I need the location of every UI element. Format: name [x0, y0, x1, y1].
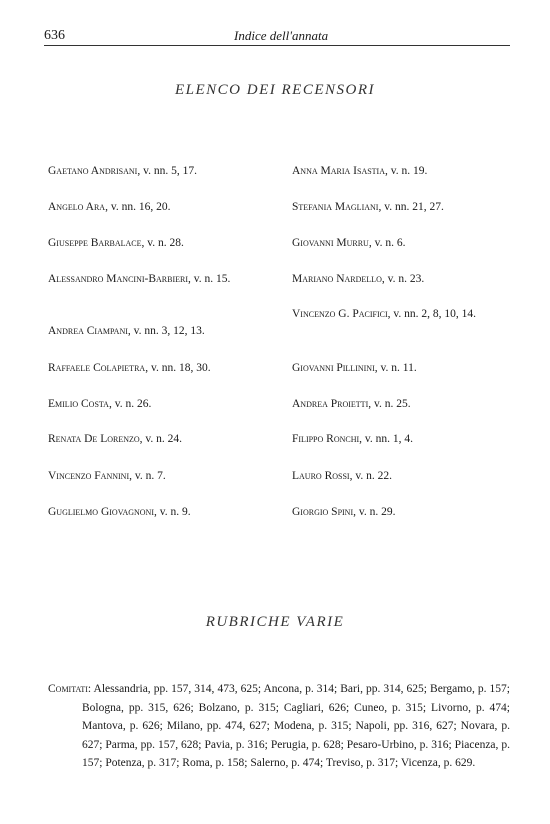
reviewer-name: Renata De Lorenzo — [48, 433, 140, 445]
reviewer-entry — [292, 505, 514, 520]
reviewer-entry — [48, 272, 278, 287]
reviewer-ref: , v. nn. 18, 30. — [145, 362, 211, 374]
rubrics-section-title: RUBRICHE VARIE — [205, 614, 345, 630]
reviewer-name: Lauro Rossi — [292, 470, 350, 482]
reviewer-ref: , v. n. 23. — [381, 273, 425, 285]
reviewer-ref: , v. n. 24. — [139, 433, 183, 445]
reviewer-name: Emilio Costa — [48, 398, 109, 410]
reviewer-name: Giovanni Murru — [292, 237, 369, 249]
reviewer-name: Andrea Ciampani — [48, 325, 128, 337]
reviewer-entry — [292, 361, 514, 376]
reviewer-entry — [48, 236, 278, 251]
reviewer-ref: , v. nn. 21, 27. — [378, 201, 444, 213]
reviewer-name: Vincenzo Fannini — [48, 470, 130, 482]
reviewer-name: Giovanni Pillinini — [292, 362, 375, 374]
reviewer-entry — [292, 272, 514, 287]
reviewer-name: Stefania Magliani — [292, 201, 379, 213]
reviewer-name: Angelo Ara — [48, 201, 106, 213]
reviewer-name: Vincenzo G. Pacifici — [292, 308, 388, 320]
reviewer-ref: , v. nn. 2, 8, 10, 14. — [387, 308, 477, 320]
committees-label: Comitati: — [48, 683, 92, 695]
reviewer-name: Filippo Ronchi — [292, 433, 360, 445]
reviewer-ref: , v. n. 9. — [154, 506, 191, 518]
committees-list: Alessandria, pp. 157, 314, 473, 625; Ancona, p. 314; Bari, pp. 314, 625; Bergamo, p. 157; Bologna, pp. 315, 626; Bolzano, p. 315; Cagliari, 626; Cuneo, p. 315; Livorno, p. 474; Mantova, p. 626; Milano, pp. 474, 627; Modena, p. 315; Napoli, pp. 316, 627; Novara, p. 627; Parma, pp. 157, 628; Pavia, p. 316; Perugia, p. 628; Pesaro-Urbino, p. 316; Piacenza, p. 157; Potenza, p. 317; Roma, p. 158; Salerno, p. 474; Treviso, p. 317; Vicenza, p. 629. — [82, 683, 510, 769]
reviewer-entry — [48, 164, 278, 179]
header-rule — [44, 45, 510, 46]
reviewer-ref: , v. n. 7. — [129, 470, 166, 482]
reviewer-entry — [48, 397, 278, 412]
reviewer-ref: , v. n. 28. — [141, 237, 184, 249]
reviewer-entry — [292, 164, 514, 179]
reviewer-ref: , v. n. 15. — [188, 273, 231, 285]
reviewer-entry — [48, 505, 278, 520]
reviewer-entry — [292, 307, 514, 322]
reviewer-name: Andrea Proietti — [292, 398, 369, 410]
committees-paragraph — [48, 680, 510, 773]
reviewer-entry — [48, 432, 278, 447]
reviewer-entry — [48, 324, 278, 339]
reviewer-name: Giorgio Spini — [292, 506, 354, 518]
reviewer-name: Raffaele Colapietra — [48, 362, 146, 374]
reviewer-ref: , v. n. 19. — [385, 165, 428, 177]
page-header — [44, 28, 510, 48]
reviewer-entry — [48, 469, 278, 484]
reviewer-name: Giuseppe Barbalace — [48, 237, 142, 249]
reviewer-ref: , v. n. 11. — [374, 362, 417, 374]
reviewer-entry — [292, 200, 514, 215]
reviewer-name: Mariano Nardello — [292, 273, 382, 285]
reviewers-section-title: ELENCO DEI RECENSORI — [175, 82, 375, 98]
reviewer-entry — [292, 432, 514, 447]
reviewer-ref: , v. nn. 1, 4. — [359, 433, 414, 445]
reviewer-name: Guglielmo Giovagnoni — [48, 506, 154, 518]
reviewer-entry — [292, 236, 514, 251]
reviewer-entry — [292, 397, 514, 412]
reviewer-ref: , v. n. 29. — [353, 506, 396, 518]
reviewer-name: Gaetano Andrisani — [48, 165, 138, 177]
reviewer-ref: , v. n. 6. — [368, 237, 406, 249]
reviewer-entry — [48, 361, 278, 376]
reviewer-entry — [292, 469, 514, 484]
reviewer-entry — [48, 200, 278, 215]
reviewer-ref: , v. n. 25. — [368, 398, 411, 410]
reviewer-ref: , v. nn. 16, 20. — [105, 201, 171, 213]
reviewer-ref: , v. n. 22. — [349, 470, 392, 482]
reviewer-name: Anna Maria Isastia — [292, 165, 386, 177]
reviewer-name: Alessandro Mancini-Barbieri — [48, 273, 189, 285]
running-head: Indice dell'annata — [234, 28, 329, 43]
reviewer-ref: , v. n. 26. — [108, 398, 152, 410]
page-number: 636 — [44, 28, 65, 43]
rubrics-committees-block — [48, 680, 510, 773]
reviewer-ref: , v. nn. 3, 12, 13. — [127, 325, 205, 337]
reviewer-ref: , v. nn. 5, 17. — [137, 165, 197, 177]
